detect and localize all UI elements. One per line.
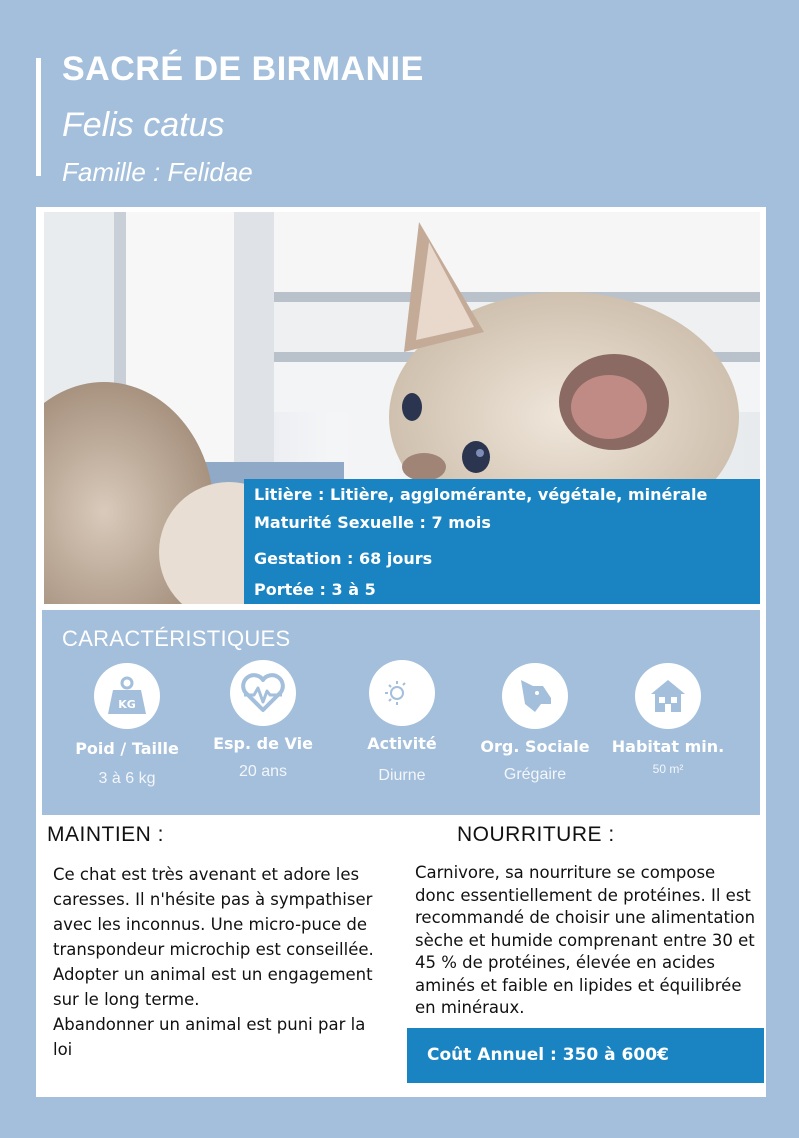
carac-item-lifespan <box>198 660 328 781</box>
nourriture-heading: NOURRITURE : <box>457 823 615 846</box>
maintien-line: avec les inconnus. Une micro-puce de <box>53 915 368 934</box>
carac-value-lifespan: 20 ans <box>238 763 288 780</box>
carac-label-weight: Poid / Taille <box>75 739 179 758</box>
breed-title: SACRÉ DE BIRMANIE <box>62 50 424 88</box>
carac-label-lifespan: Esp. de Vie <box>213 734 313 753</box>
maintien-text <box>53 862 393 1062</box>
characteristics-panel <box>42 610 760 815</box>
carac-label-social: Org. Sociale <box>480 737 590 756</box>
info-portee: Portée : 3 à 5 <box>254 580 376 599</box>
maintien-line: loi <box>53 1040 73 1059</box>
header-accent-bar <box>36 58 41 176</box>
maintien-line: Ce chat est très avenant et adore les <box>53 865 360 884</box>
info-box <box>244 479 760 604</box>
nourriture-text <box>415 862 767 1020</box>
info-litiere: Litière : Litière, agglomérante, végétale, minérale <box>254 485 708 504</box>
annual-cost-box <box>407 1028 764 1083</box>
maintien-line: sur le long terme. <box>53 990 200 1009</box>
maintien-heading: MAINTIEN : <box>47 823 165 846</box>
nourriture-line: recommandé de choisir une alimentation <box>415 908 756 927</box>
maintien-line: Abandonner un animal est puni par la <box>53 1015 366 1034</box>
house-icon <box>635 663 701 729</box>
nourriture-line: Carnivore, sa nourriture se compose <box>415 863 716 882</box>
carac-label-habitat: Habitat min. <box>611 737 725 756</box>
carac-value-social: Grégaire <box>503 766 567 783</box>
maintien-line: caresses. Il n'hésite pas à sympathiser <box>53 890 373 909</box>
characteristics-title: CARACTÉRISTIQUES <box>62 626 291 651</box>
nourriture-line: en minéraux. <box>415 998 525 1017</box>
nourriture-line: 45 % de protéines, élevée en acides <box>415 953 715 972</box>
nourriture-line: donc essentiellement de protéines. Il est <box>415 885 751 905</box>
carac-item-social <box>470 663 600 784</box>
carac-value-weight: 3 à 6 kg <box>98 770 156 787</box>
carac-item-weight <box>62 663 192 788</box>
weight-icon-label: KG <box>118 698 136 711</box>
dog-head-icon <box>502 663 568 729</box>
info-gestation: Gestation : 68 jours <box>254 549 433 568</box>
carac-value-habitat: 50 m² <box>652 762 684 776</box>
maintien-line: Adopter un animal est un engagement <box>53 965 373 984</box>
info-maturite: Maturité Sexuelle : 7 mois <box>254 513 491 532</box>
carac-item-activity <box>337 660 467 785</box>
carac-item-habitat <box>603 663 733 776</box>
carac-value-activity: Diurne <box>378 767 426 784</box>
carac-label-activity: Activité <box>367 734 437 753</box>
nourriture-line: sèche et humide comprenant entre 30 et <box>415 930 755 950</box>
family-name: Famille : Felidae <box>62 157 253 187</box>
heartbeat-icon <box>230 660 296 726</box>
sun-moon-icon <box>369 660 435 726</box>
weight-icon <box>94 663 160 729</box>
nourriture-line: aminés et faible en lipides et équilibrée <box>415 975 742 995</box>
maintien-line: transpondeur microchip est conseillée. <box>53 940 374 959</box>
latin-name: Felis catus <box>62 106 225 144</box>
annual-cost-label: Coût Annuel : 350 à 600€ <box>427 1045 669 1065</box>
